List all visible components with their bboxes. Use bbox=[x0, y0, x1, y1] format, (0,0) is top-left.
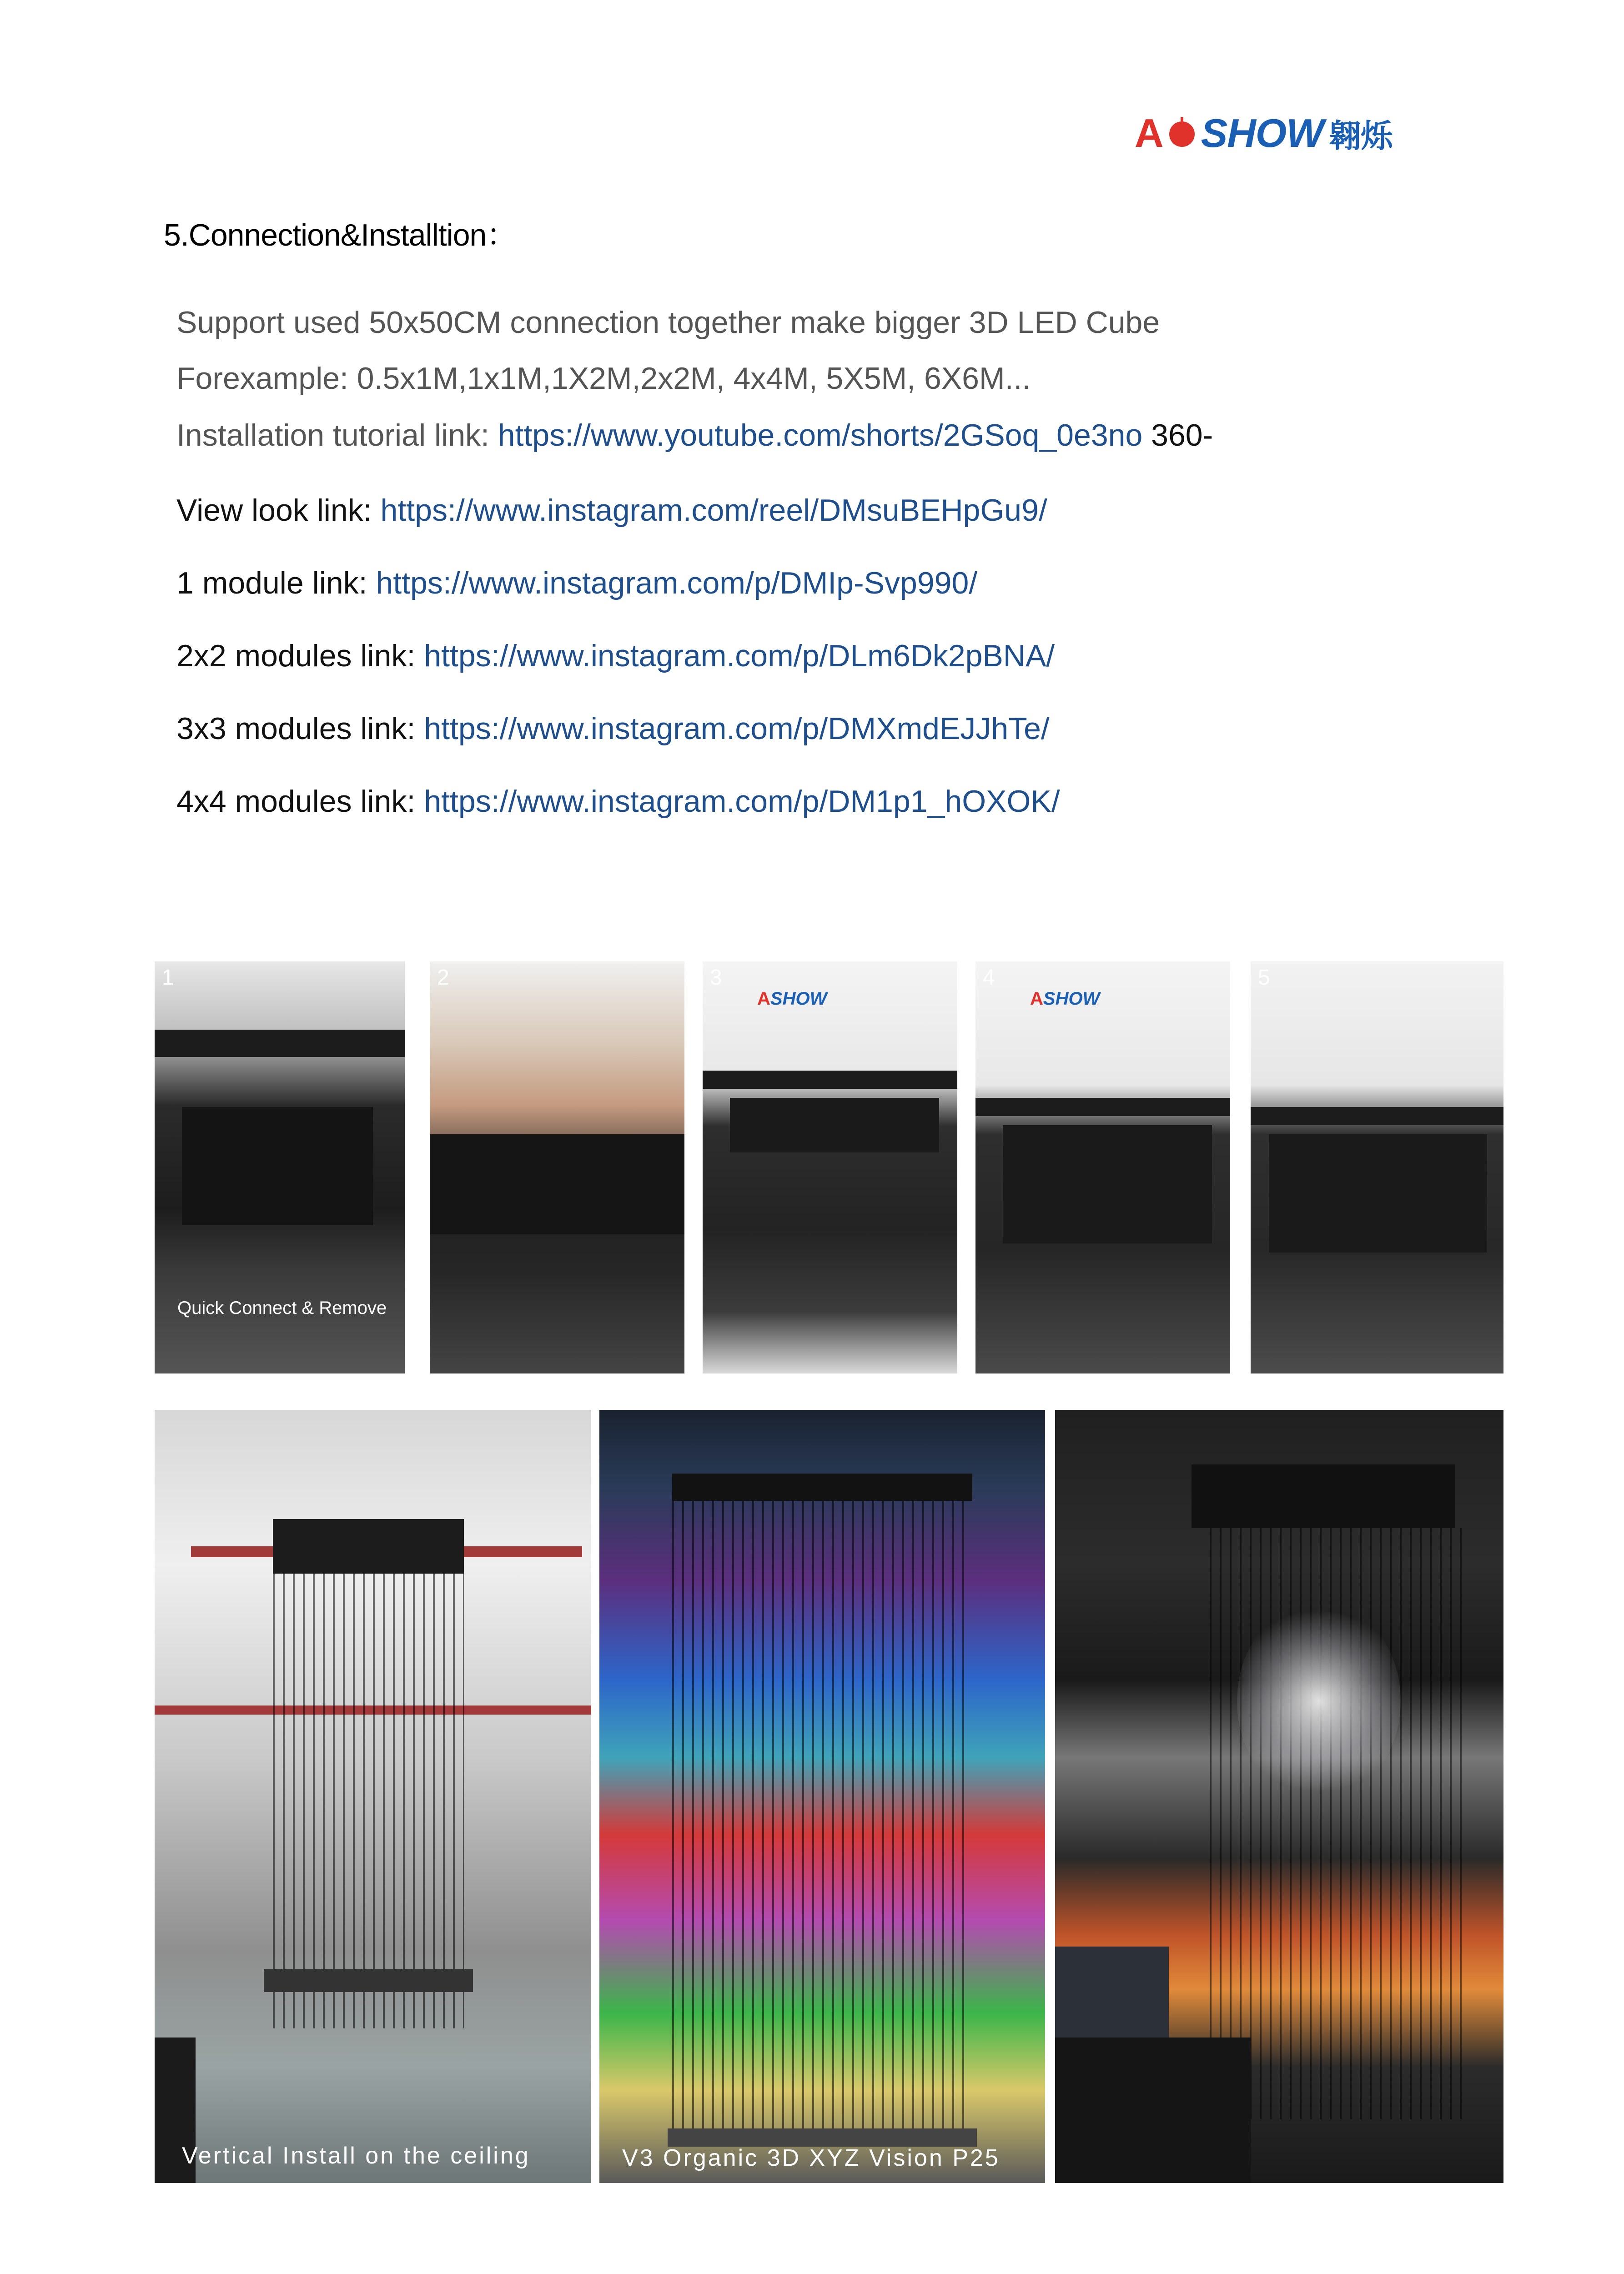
step-number: 5 bbox=[1258, 966, 1270, 990]
module3-label: 3x3 modules link: bbox=[176, 711, 424, 746]
module4-link[interactable]: https://www.instagram.com/p/DM1p1_hOXOK/ bbox=[424, 784, 1060, 819]
step-caption: Quick Connect & Remove bbox=[177, 1298, 387, 1318]
logo-chinese: 翱烁 bbox=[1329, 118, 1393, 154]
mini-logo: ASHOW bbox=[757, 989, 827, 1009]
photo-caption: Vertical Install on the ceiling bbox=[182, 2143, 530, 2169]
module3-link[interactable]: https://www.instagram.com/p/DMXmdEJJhTe/ bbox=[424, 711, 1050, 746]
photo-caption: V3 Organic 3D XYZ Vision P25 bbox=[622, 2145, 1000, 2171]
logo-suffix: SHOW bbox=[1201, 111, 1324, 156]
view-label: View look link: bbox=[176, 493, 381, 528]
step-photo-4 bbox=[975, 961, 1230, 1373]
step-number: 4 bbox=[983, 966, 995, 990]
step-number: 3 bbox=[710, 966, 722, 990]
tutorial-link[interactable]: https://www.youtube.com/shorts/2GSoq_0e3no bbox=[498, 418, 1143, 453]
example-text: Forexample: 0.5x1M,1x1M,1X2M,2x2M, 4x4M, 5X5M, 6X6M... bbox=[176, 361, 1031, 396]
step-number: 1 bbox=[162, 966, 174, 990]
module1-line bbox=[176, 565, 977, 601]
sun-icon bbox=[1166, 117, 1198, 150]
module1-label: 1 module link: bbox=[176, 566, 376, 600]
module4-line bbox=[176, 784, 1060, 819]
tutorial-label: Installation tutorial link: bbox=[176, 418, 498, 453]
module2-label: 2x2 modules link: bbox=[176, 639, 424, 673]
module4-label: 4x4 modules link: bbox=[176, 784, 424, 819]
tutorial-suffix: 360- bbox=[1142, 418, 1213, 453]
module2-line bbox=[176, 638, 1055, 674]
logo-prefix: A bbox=[1135, 111, 1163, 156]
rgb-cube-photo bbox=[599, 1410, 1045, 2183]
step-number: 2 bbox=[437, 966, 449, 990]
support-text: Support used 50x50CM connection together make bigger 3D LED Cube bbox=[176, 305, 1160, 340]
module2-link[interactable]: https://www.instagram.com/p/DLm6Dk2pBNA/ bbox=[424, 639, 1055, 673]
brand-logo bbox=[1135, 108, 1393, 158]
mini-logo: ASHOW bbox=[1030, 989, 1100, 1009]
view-line bbox=[176, 493, 1047, 528]
module3-line bbox=[176, 711, 1050, 746]
view-link[interactable]: https://www.instagram.com/reel/DMsuBEHpGu9/ bbox=[380, 493, 1047, 528]
section-heading: 5.Connection&Installtion： bbox=[164, 218, 517, 252]
step-photo-1 bbox=[155, 961, 405, 1373]
step-photo-5 bbox=[1251, 961, 1503, 1373]
tutorial-line bbox=[176, 418, 1213, 453]
ceiling-install-photo bbox=[155, 1410, 591, 2183]
step-photo-3 bbox=[703, 961, 957, 1373]
face-display-photo bbox=[1055, 1410, 1503, 2183]
module1-link[interactable]: https://www.instagram.com/p/DMIp-Svp990/ bbox=[376, 566, 978, 600]
step-photo-2 bbox=[430, 961, 684, 1373]
